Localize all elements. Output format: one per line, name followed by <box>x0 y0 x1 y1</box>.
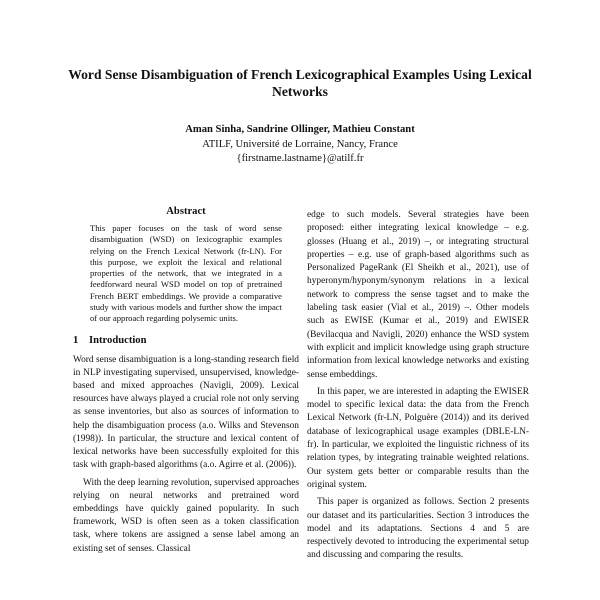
intro-paragraph-5: This paper is organized as follows. Section 2 presents our dataset and its particularities. Section 3 introduces the model and its adaptations. Sections 4 and 5 are respectively devoted to introducing the experimental setup and discussing and comparing the results. <box>307 497 529 561</box>
author-block <box>60 123 540 167</box>
paper-title: Word Sense Disambiguation of French Lexicographical Examples Using Lexical Networks <box>68 67 532 99</box>
section-title: Introduction <box>89 334 147 346</box>
abstract-text: This paper focuses on the task of word sense disambiguation (WSD) on lexicographic examples relying on the French Lexical Network (fr-LN). For this purpose, we exploit the lexical and relational properties of the network, that we integrated in a feedforward neural WSD model on top of pretrained French BERT embeddings. We provide a comparative study with various models and further show the impact of our approach regarding polysemic units. <box>90 223 282 324</box>
left-column <box>73 205 299 556</box>
right-column <box>307 209 529 563</box>
abstract-heading: Abstract <box>166 206 206 217</box>
intro-paragraph-3: edge to such models. Several strategies have been proposed: either integrating lexical knowledge – e.g. glosses (Huang et al., 2019) –, or integrating structural properties – e.g. use of graph-based algorithms such as Personalized PageRank (El Sheikh et al., 2021), use of hyperonym/hyponym/synonym relations in a lexical network to compress the sense tagset and to make the labeling task easier (Vial et al., 2019) –. Other models such as EWISE (Kumar et al., 2019) and EWISER (Bevilacqua and Navigli, 2020) enhance the WSD system with explicit and implicit knowledge using graph structure information from lexical knowledge networks and existing sense embeddings. <box>307 210 529 380</box>
section-number: 1 <box>73 334 79 346</box>
section-heading-introduction <box>73 335 299 346</box>
intro-paragraph-1: Word sense disambiguation is a long-standing research field in NLP investigating supervised, unsupervised, knowledge-based and mixed approaches (Navigli, 2009). Lexical resources have always played a crucial role not only serving as sense inventories, but also as sources of information to help the disambiguation process (a.o. Wilks and Stevenson (1998)). In particular, the structure and lexical content of lexical networks have been successfully exploited for this task with graph-based algorithms (a.o. Agirre et al. (2006)). <box>73 354 299 471</box>
intro-paragraph-2: With the deep learning revolution, supervised approaches relying on neural networks and pretrained word embeddings have quickly gained popularity. In such framework, WSD is often seen as a token classification task, where tokens are assigned a sense label among an existing set of senses. Classical <box>73 477 299 554</box>
intro-paragraph-4: In this paper, we are interested in adapting the EWISER model to specific lexical data: the data from the French Lexical Network (fr-LN, Polguère (2014)) and its derived database of lexicographical usage examples (DBLE-LN-fr). In particular, we exploited the linguistic richness of its relation types, by integrating trainable weighted relations. Our system gets better or comparable results than the original system. <box>307 386 529 490</box>
author-names: Aman Sinha, Sandrine Ollinger, Mathieu Constant <box>185 124 415 135</box>
author-affiliation: ATILF, Université de Lorraine, Nancy, France <box>202 138 398 150</box>
author-email: {firstname.lastname}@atilf.fr <box>236 153 364 164</box>
